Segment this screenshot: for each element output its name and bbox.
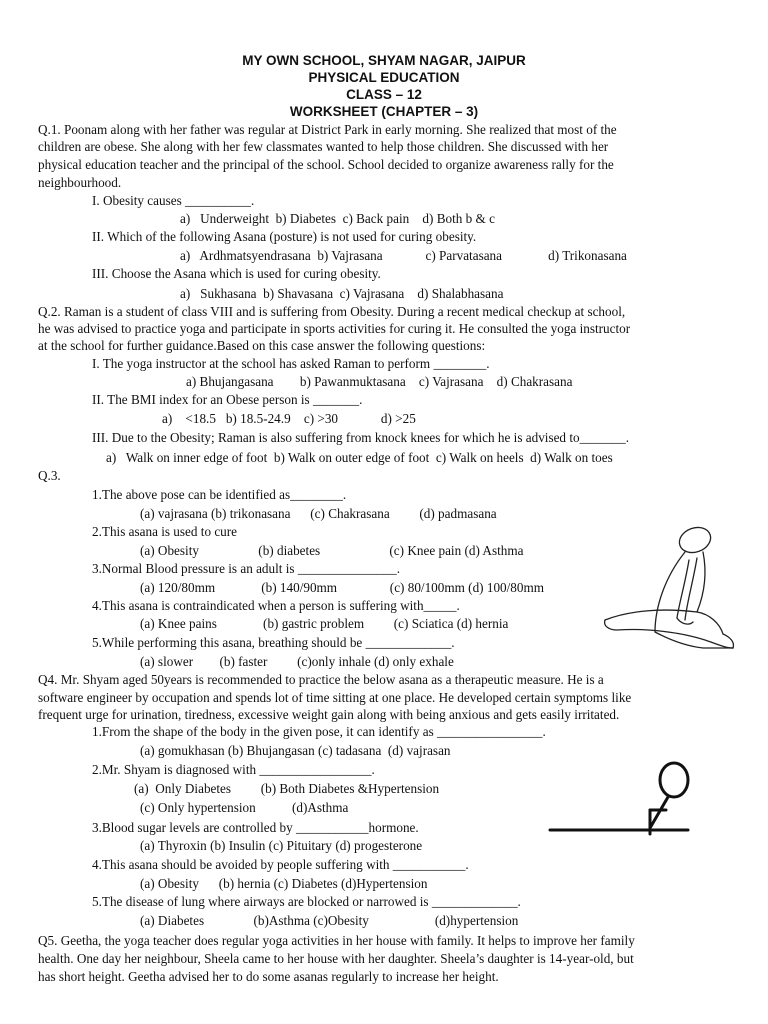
q4-line: 2.Mr. Shyam is diagnosed with _________________. [92,762,375,777]
worksheet-title: WORKSHEET (CHAPTER – 3) [289,104,479,119]
subject-title: PHYSICAL EDUCATION [308,70,460,85]
q3-options: (a) 120/80mm (b) 140/90mm (c) 80/100mm (d) 100/80mm [140,580,545,595]
asana-figure-illustration [585,522,740,655]
class-title: CLASS – 12 [346,87,422,102]
q3-subquestion: 3.Normal Blood pressure is an adult is _______________. [92,561,401,576]
q4-intro-line: frequent urge for urination, tiredness, excessive weight gain along with being anxious and gets easily irritated. [38,707,620,722]
q4-intro-line: software engineer by occupation and spends lot of time sitting at one place. He developed certain symptoms like [38,690,632,705]
q3-options: (a) Knee pains (b) gastric problem (c) Sciatica (d) hernia [140,616,509,631]
q5-line: health. One day her neighbour, Sheela came to her house with her daughter. Sheela’s daughter is 14-year-old, but [38,951,634,966]
q1-intro-line: neighbourhood. [38,175,122,190]
q3-subquestion: 2.This asana is used to cure [92,524,238,539]
q1-options: a) Underweight b) Diabetes c) Back pain d) Both b & c [180,211,495,226]
q4-line: (a) Diabetes (b)Asthma (c)Obesity (d)hypertension [140,913,519,928]
q3-subquestion: 1.The above pose can be identified as________. [92,487,347,502]
q4-line: 5.The disease of lung where airways are blocked or narrowed is _____________. [92,894,521,909]
q4-intro-line: Q4. Mr. Shyam aged 50years is recommended to practice the below asana as a therapeutic measure. He is a [38,672,604,687]
q1-intro-line: children are obese. She along with her few classmates wanted to help those children. She discussed with her [38,139,609,154]
q1-subquestion: I. Obesity causes __________. [92,193,255,208]
q5-line: has short height. Geetha advised her to do some asanas regularly to increase her height. [38,969,499,984]
q4-line: (a) Only Diabetes (b) Both Diabetes &Hypertension [134,781,440,796]
q2-subquestion: III. Due to the Obesity; Raman is also suffering from knock knees for which he is advised to_______. [92,430,630,445]
q1-options: a) Sukhasana b) Shavasana c) Vajrasana d) Shalabhasana [180,286,504,301]
q5-line: Q5. Geetha, the yoga teacher does regular yoga activities in her house with family. It helps to improve her family [38,933,635,948]
q2-subquestion: I. The yoga instructor at the school has asked Raman to perform ________. [92,356,490,371]
q3-options: (a) slower (b) faster (c)only inhale (d) only exhale [140,654,454,669]
q3-label: Q.3. [38,468,61,483]
q4-line: 1.From the shape of the body in the given pose, it can identify as ________________. [92,724,546,739]
q4-line: (a) Obesity (b) hernia (c) Diabetes (d)Hypertension [140,876,428,891]
q2-options: a) Walk on inner edge of foot b) Walk on outer edge of foot c) Walk on heels d) Walk on toes [106,450,613,465]
q4-line: 3.Blood sugar levels are controlled by ___________hormone. [92,820,419,835]
q1-intro-line: physical education teacher and the principal of the school. School decided to organize awareness rally for the [38,157,614,172]
q4-line: (c) Only hypertension (d)Asthma [140,800,349,815]
school-name: MY OWN SCHOOL, SHYAM NAGAR, JAIPUR [242,53,526,68]
q2-intro-line: at the school for further guidance.Based on this case answer the following questions: [38,338,486,353]
q3-options: (a) Obesity (b) diabetes (c) Knee pain (d) Asthma [140,543,524,558]
q2-intro-line: he was advised to practice yoga and participate in sports activities for curing it. He consulted the yoga instructor [38,321,631,336]
q1-subquestion: III. Choose the Asana which is used for curing obesity. [92,266,381,281]
q3-options: (a) vajrasana (b) trikonasana (c) Chakrasana (d) padmasana [140,506,497,521]
q4-line: 4.This asana should be avoided by people suffering with ___________. [92,857,469,872]
q4-line: (a) Thyroxin (b) Insulin (c) Pituitary (d) progesterone [140,838,423,853]
q3-subquestion: 4.This asana is contraindicated when a person is suffering with_____. [92,598,460,613]
q2-intro-line: Q.2. Raman is a student of class VIII and is suffering from Obesity. During a recent medical checkup at school, [38,304,626,319]
q1-options: a) Ardhmatsyendrasana b) Vajrasana c) Parvatasana d) Trikonasana [180,248,627,263]
q1-subquestion: II. Which of the following Asana (posture) is not used for curing obesity. [92,229,477,244]
q2-subquestion: II. The BMI index for an Obese person is _______. [92,392,363,407]
stick-figure-illustration [546,758,696,840]
q4-line: (a) gomukhasan (b) Bhujangasan (c) tadasana (d) vajrasan [140,743,451,758]
q1-intro-line: Q.1. Poonam along with her father was regular at District Park in early morning. She realized that most of the [38,122,617,137]
q2-options: a) Bhujangasana b) Pawanmuktasana c) Vajrasana d) Chakrasana [186,374,573,389]
q2-options: a) <18.5 b) 18.5-24.9 c) >30 d) >25 [162,411,416,426]
q3-subquestion: 5.While performing this asana, breathing should be _____________. [92,635,455,650]
